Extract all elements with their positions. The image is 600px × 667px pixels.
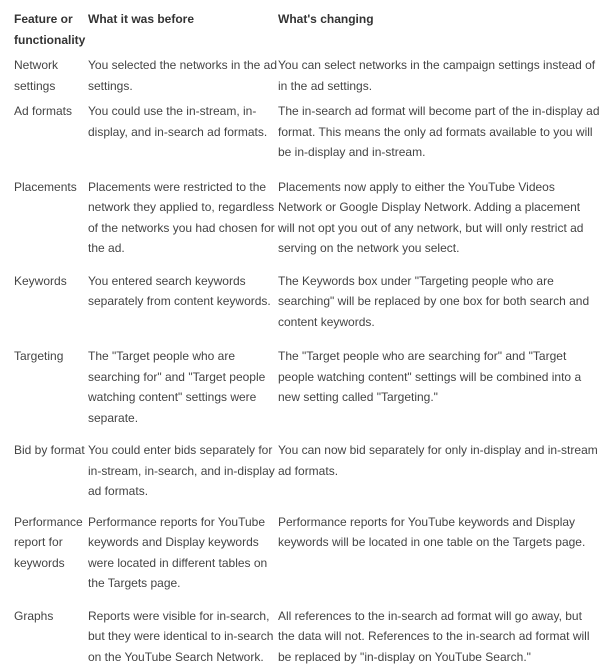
table-row-targeting [0,346,600,428]
before-cell: Placements were restricted to the network they applied to, regardless of the networks you had chosen for the ad. [88,177,278,259]
changing-cell: All references to the in-search ad format will go away, but the data will not. References to the in-search ad format will be replaced by "in-display on YouTube Search." [278,606,600,667]
feature-cell: Graphs [14,606,88,667]
changing-cell: The in-search ad format will become part of the in-display ad format. This means the only ad formats available to you will be in-display and in-stream. [278,101,600,163]
header-before: What it was before [88,9,278,50]
before-cell: Reports were visible for in-search, but they were identical to in-search on the YouTube Search Network. [88,606,278,667]
changing-cell: You can select networks in the campaign settings instead of in the ad settings. [278,55,600,96]
table-header [0,0,600,50]
changing-cell: You can now bid separately for only in-display and in-stream ad formats. [278,440,600,502]
before-cell: You could use the in-stream, in-display, and in-search ad formats. [88,101,278,163]
feature-cell: Ad formats [14,101,88,163]
table-row-placements [0,177,600,259]
changing-cell: The "Target people who are searching for" and "Target people watching content" settings will be combined into a new setting called "Targeting." [278,346,600,428]
table-row-keywords [0,271,600,333]
table-row-performance-report [0,512,600,594]
feature-cell: Network settings [14,55,88,96]
feature-cell: Keywords [14,271,88,333]
changing-cell: The Keywords box under "Targeting people who are searching" will be replaced by one box for both search and content keywords. [278,271,600,333]
table-row-network-settings [0,55,600,96]
feature-cell: Performance report for keywords [14,512,88,594]
changing-cell: Placements now apply to either the YouTube Videos Network or Google Display Network. Adding a placement will not opt you out of any network, but will only restrict ad serving on the network you select. [278,177,600,259]
before-cell: You selected the networks in the ad settings. [88,55,278,96]
feature-cell: Placements [14,177,88,259]
table-row-graphs [0,606,600,667]
changing-cell: Performance reports for YouTube keywords and Display keywords will be located in one table on the Targets page. [278,512,600,594]
before-cell: The "Target people who are searching for" and "Target people watching content" settings were separate. [88,346,278,428]
table-row-bid-by-format [0,440,600,502]
before-cell: Performance reports for YouTube keywords and Display keywords were located in different tables on the Targets page. [88,512,278,594]
feature-cell: Targeting [14,346,88,428]
header-feature: Feature or functionality [14,9,88,50]
before-cell: You entered search keywords separately from content keywords. [88,271,278,333]
table-row-ad-formats [0,101,600,163]
before-cell: You could enter bids separately for in-stream, in-search, and in-display ad formats. [88,440,278,502]
header-changing: What's changing [278,9,600,50]
feature-cell: Bid by format [14,440,88,502]
